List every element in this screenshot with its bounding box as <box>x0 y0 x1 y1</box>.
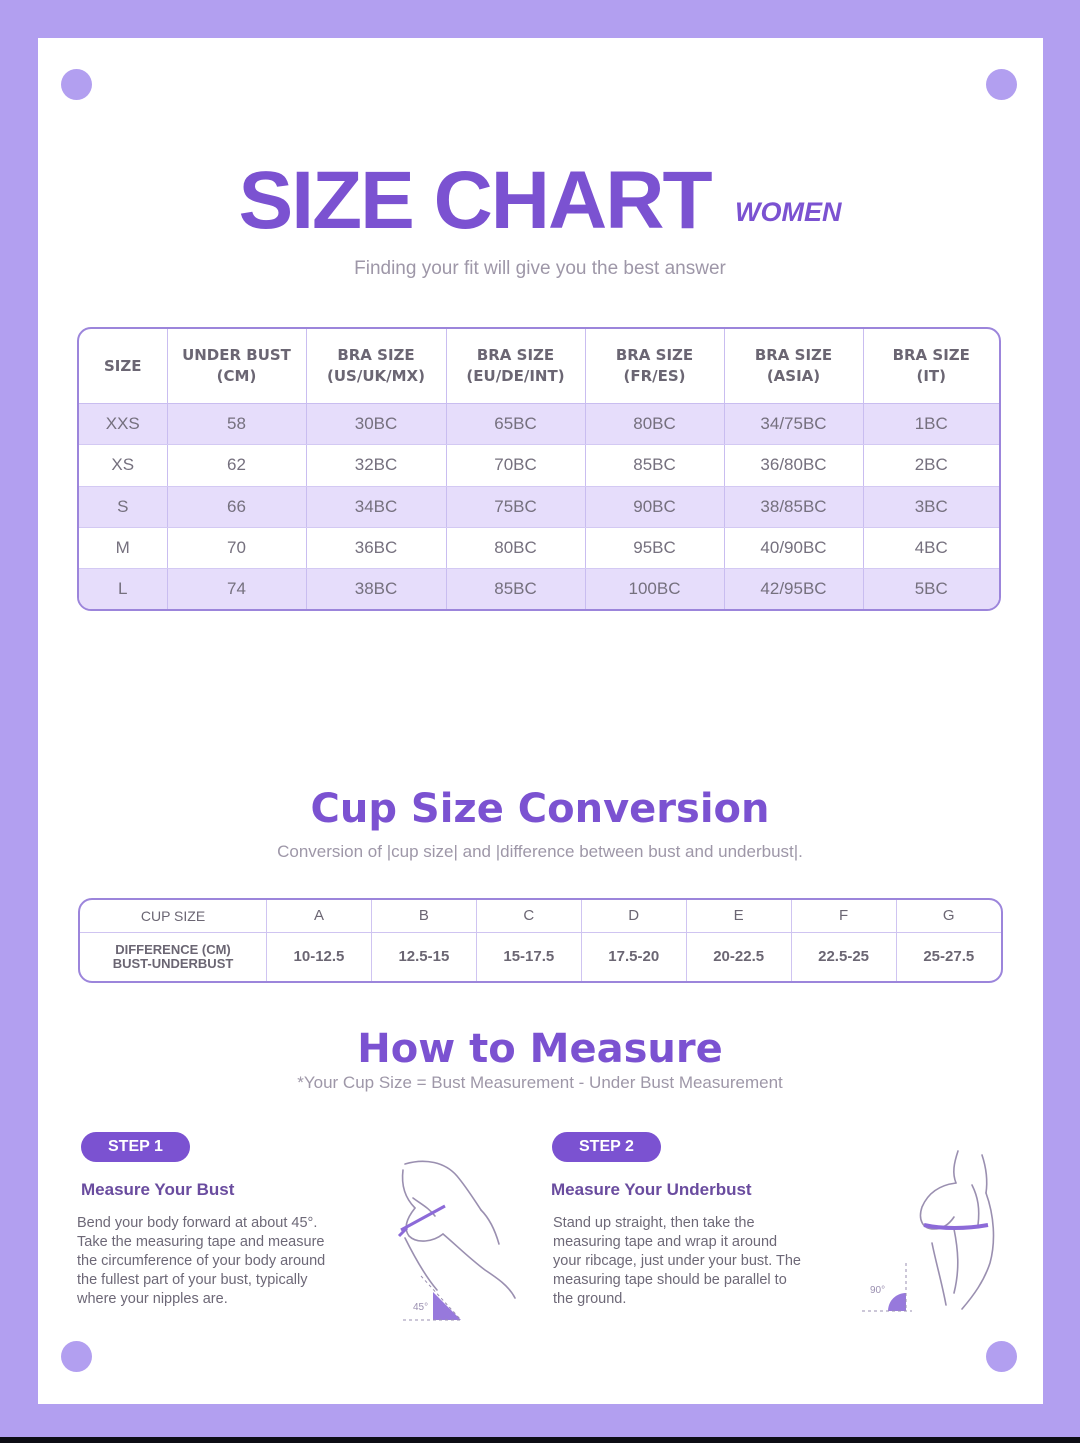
difference-value: 12.5-15 <box>371 932 476 981</box>
cup-letter: E <box>686 900 791 932</box>
difference-value: 17.5-20 <box>581 932 686 981</box>
table-cell: 70BC <box>446 445 585 486</box>
step-2-text: Stand up straight, then take the measuring tape and wrap it around your ribcage, just under your bust. The measuring tape should be parallel to the ground. <box>553 1215 801 1307</box>
table-cell: XS <box>79 445 167 486</box>
table-cell: 34BC <box>306 486 446 527</box>
table-cell: 32BC <box>306 445 446 486</box>
header-under-bust: UNDER BUST (CM) <box>167 329 306 404</box>
difference-value: 20-22.5 <box>686 932 791 981</box>
table-cell: 36BC <box>306 527 446 568</box>
size-chart-table <box>77 327 1001 611</box>
table-cell: 2BC <box>863 445 999 486</box>
table-header-row <box>79 329 999 404</box>
table-cell: 65BC <box>446 404 585 445</box>
table-cell: 85BC <box>585 445 724 486</box>
measure-section-title: How to Measure <box>357 1026 723 1072</box>
corner-dot <box>986 69 1017 100</box>
angle-90-label: 90° <box>870 1285 886 1296</box>
table-row <box>79 404 999 445</box>
difference-value: 22.5-25 <box>791 932 896 981</box>
cup-letter: D <box>581 900 686 932</box>
table-cell: 3BC <box>863 486 999 527</box>
table-cell: 5BC <box>863 569 999 609</box>
table-cell: 75BC <box>446 486 585 527</box>
page-subtitle: Finding your fit will give you the best answer <box>354 258 726 279</box>
step-2-heading: Measure Your Underbust <box>551 1180 752 1199</box>
title-block <box>0 155 1080 246</box>
header-bra-fr: BRA SIZE (FR/ES) <box>585 329 724 404</box>
table-cell: 90BC <box>585 486 724 527</box>
table-cell: 95BC <box>585 527 724 568</box>
table-cell: 30BC <box>306 404 446 445</box>
step-1-heading: Measure Your Bust <box>81 1180 235 1199</box>
difference-label: DIFFERENCE (CM) BUST-UNDERBUST <box>80 932 267 981</box>
cup-section-title: Cup Size Conversion <box>310 786 770 832</box>
header-size: SIZE <box>79 329 167 404</box>
table-cell: 62 <box>167 445 306 486</box>
table-cell: 80BC <box>446 527 585 568</box>
cup-row <box>80 900 1001 932</box>
corner-dot <box>61 1341 92 1372</box>
table-cell: 38BC <box>306 569 446 609</box>
table-cell: 58 <box>167 404 306 445</box>
table-row <box>79 527 999 568</box>
difference-row <box>80 932 1001 981</box>
underbust-measure-illustration <box>862 1145 1007 1320</box>
gender-tag: WOMEN <box>734 197 842 227</box>
table-cell: 38/85BC <box>724 486 863 527</box>
table-cell: S <box>79 486 167 527</box>
bust-measure-illustration <box>385 1158 525 1328</box>
header-bra-eu: BRA SIZE (EU/DE/INT) <box>446 329 585 404</box>
angle-45-label: 45° <box>413 1302 429 1313</box>
cup-letter: A <box>267 900 372 932</box>
table-cell: 100BC <box>585 569 724 609</box>
table-cell: M <box>79 527 167 568</box>
table-row <box>79 445 999 486</box>
cup-size-label: CUP SIZE <box>80 900 267 932</box>
cup-section-subtitle: Conversion of |cup size| and |difference between bust and underbust|. <box>277 842 803 861</box>
cup-letter: G <box>896 900 1001 932</box>
table-cell: 74 <box>167 569 306 609</box>
difference-value: 10-12.5 <box>267 932 372 981</box>
table-cell: XXS <box>79 404 167 445</box>
header-bra-it: BRA SIZE (IT) <box>863 329 999 404</box>
corner-dot <box>986 1341 1017 1372</box>
table-cell: 36/80BC <box>724 445 863 486</box>
header-bra-asia: BRA SIZE (ASIA) <box>724 329 863 404</box>
table-cell: 70 <box>167 527 306 568</box>
table-cell: L <box>79 569 167 609</box>
table-cell: 80BC <box>585 404 724 445</box>
table-cell: 85BC <box>446 569 585 609</box>
table-cell: 4BC <box>863 527 999 568</box>
table-cell: 40/90BC <box>724 527 863 568</box>
bottom-edge <box>0 1437 1080 1443</box>
step-1-pill: STEP 1 <box>81 1132 190 1162</box>
cup-conversion-table <box>78 898 1003 983</box>
cup-letter: F <box>791 900 896 932</box>
step-1-text: Bend your body forward at about 45°. Take the measuring tape and measure the circumference of your body around the fullest part of your bust, typically where your nipples are. <box>77 1215 326 1307</box>
measure-section-subtitle: *Your Cup Size = Bust Measurement - Under Bust Measurement <box>297 1073 783 1092</box>
table-cell: 34/75BC <box>724 404 863 445</box>
step-2-pill: STEP 2 <box>552 1132 661 1162</box>
table-row <box>79 486 999 527</box>
table-row <box>79 569 999 609</box>
difference-value: 15-17.5 <box>476 932 581 981</box>
corner-dot <box>61 69 92 100</box>
table-cell: 1BC <box>863 404 999 445</box>
cup-letter: C <box>476 900 581 932</box>
cup-letter: B <box>371 900 476 932</box>
page-title: SIZE CHART <box>238 155 711 246</box>
table-cell: 66 <box>167 486 306 527</box>
table-cell: 42/95BC <box>724 569 863 609</box>
difference-value: 25-27.5 <box>923 948 975 966</box>
header-bra-us: BRA SIZE (US/UK/MX) <box>306 329 446 404</box>
